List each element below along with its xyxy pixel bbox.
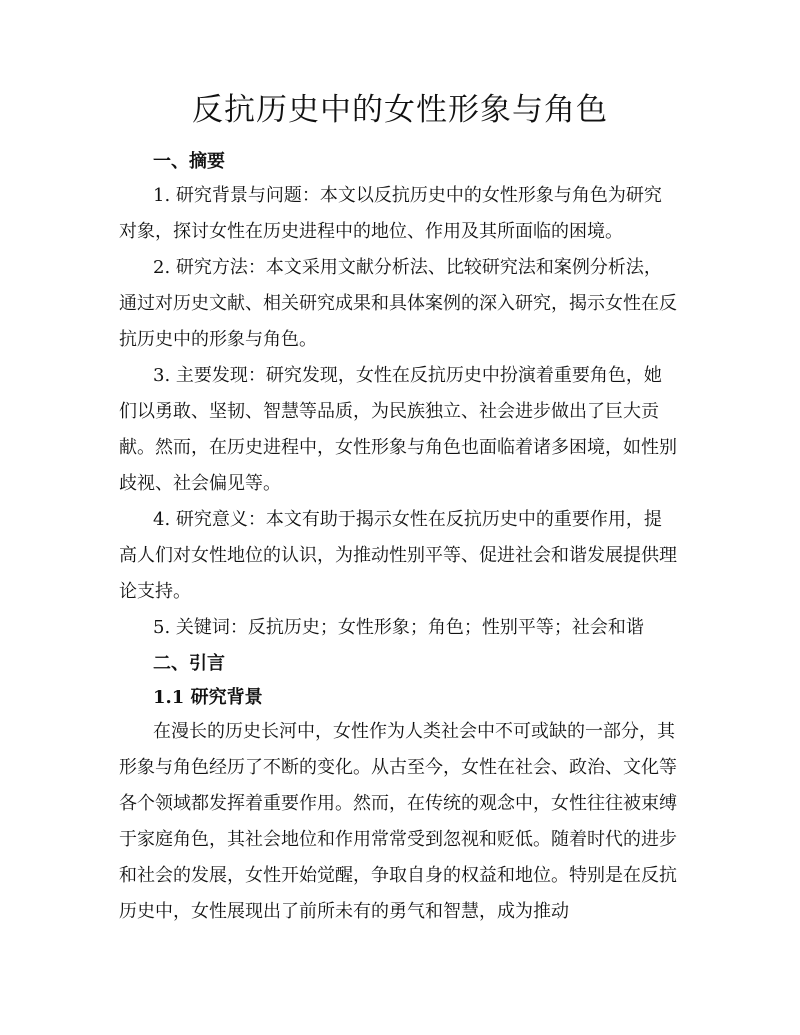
abstract-item-2: 2. 研究方法：本文采用文献分析法、比较研究法和案例分析法，通过对历史文献、相关研究成果和具体案例的深入研究，揭示女性在反抗历史中的形象与角色。 bbox=[119, 257, 677, 350]
abstract-item-5: 5. 关键词：反抗历史；女性形象；角色；性别平等；社会和谐 bbox=[153, 617, 644, 638]
intro-paragraph: 在漫长的历史长河中，女性作为人类社会中不可或缺的一部分，其形象与角色经历了不断的变化。从古至今，女性在社会、政治、文化等各个领域都发挥着重要作用。然而，在传统的观念中，女性往往被束缚于家庭角色，其社会地位和作用常常受到忽视和贬低。随着时代的进步和社会的发展，女性开始觉醒，争取自身的权益和地位。特别是在反抗历史中，女性展现出了前所未有的勇气和智慧，成为推动 bbox=[119, 721, 677, 922]
document-title: 反抗历史中的女性形象与角色 bbox=[192, 92, 608, 128]
abstract-item-3: 3. 主要发现：研究发现，女性在反抗历史中扮演着重要角色，她们以勇敢、坚韧、智慧等品质，为民族独立、社会进步做出了巨大贡献。然而，在历史进程中，女性形象与角色也面临着诸多困境，如性别歧视、社会偏见等。 bbox=[119, 365, 677, 494]
subsection-heading-background: 1.1 研究背景 bbox=[153, 687, 263, 708]
abstract-item-1: 1. 研究背景与问题：本文以反抗历史中的女性形象与角色为研究对象，探讨女性在历史进程中的地位、作用及其所面临的困境。 bbox=[119, 185, 662, 242]
section-heading-intro: 二、引言 bbox=[153, 653, 225, 674]
section-heading-abstract: 一、摘要 bbox=[153, 151, 225, 172]
abstract-item-4: 4. 研究意义：本文有助于揭示女性在反抗历史中的重要作用，提高人们对女性地位的认识，为推动性别平等、促进社会和谐发展提供理论支持。 bbox=[119, 509, 677, 602]
